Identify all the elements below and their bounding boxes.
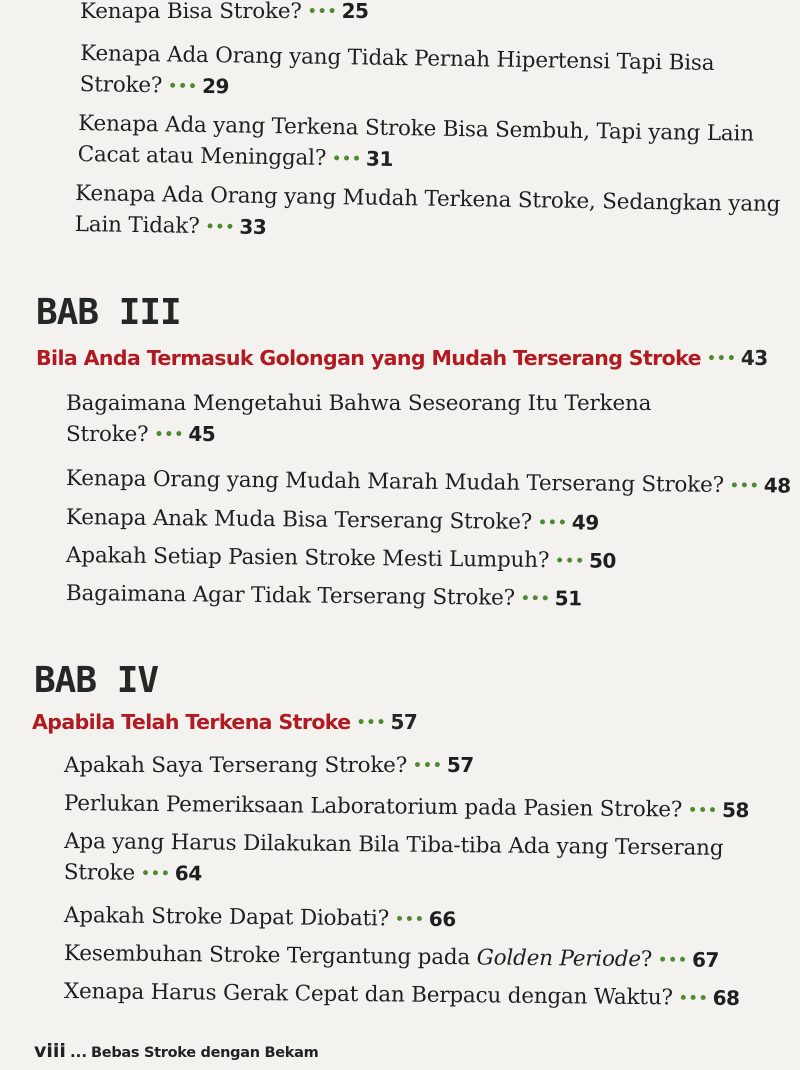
page-number: 45 [188,422,216,447]
leader-dots: ••• [168,78,199,96]
leader-dots: ••• [658,952,689,969]
page-number: 66 [428,906,456,932]
leader-dots: ••• [356,715,387,731]
leader-dots: ••• [332,151,363,168]
page-number: 31 [365,146,394,172]
page-number: 49 [571,510,599,535]
chapter-heading: BAB IV [34,660,159,701]
leader-dots: ••• [706,351,737,367]
leader-dots: ••• [520,590,551,608]
leader-dots: ••• [394,911,425,928]
leader-dots: ••• [140,865,171,883]
page-number: 48 [763,473,791,498]
toc-entry: Kenapa Anak Muda Bisa Terserang Stroke? ••• 49 [65,505,599,535]
page-footer [34,1040,318,1062]
toc-entry: Apakah Stroke Dapat Diobati? ••• 66 [63,903,456,932]
toc-entry: Xenapa Harus Gerak Cepat dan Berpacu dengan Waktu? ••• 68 [63,979,740,1011]
leader-dots: ••• [205,219,236,236]
page-number: 43 [740,346,768,370]
page-number: 64 [174,861,202,886]
page-number: 57 [390,710,418,734]
toc-entry: Kenapa Orang yang Mudah Marah Mudah Terserang Stroke? ••• 48 [65,466,791,498]
toc-entry: Perlukan Pemeriksaan Laboratorium pada Pasien Stroke? ••• 58 [63,791,750,823]
toc-entry: Kenapa Ada yang Terkena Stroke Bisa Sembuh, Tapi yang Lain Cacat atau Meninggal? ••• 31 [77,111,755,172]
leader-dots: ••• [537,514,568,532]
footer-book-title: Bebas Stroke dengan Bekam [91,1045,319,1061]
toc-entry: Kenapa Ada Orang yang Mudah Terkena Stroke, Sedangkan yang Lain Tidak? ••• 33 [74,181,781,240]
leader-dots: ••• [555,553,586,570]
chapter-subtitle: Apabila Telah Terkena Stroke ••• 57 [32,710,418,734]
page-number: 33 [239,214,267,240]
leader-dots: ••• [154,427,185,444]
toc-entry: Apa yang Harus Dilakukan Bila Tiba-tiba Ada yang Terserang Stroke ••• 64 [63,829,724,886]
leader-dots: ••• [688,802,719,819]
footer-page-number: viii [34,1040,66,1062]
page-number: 57 [446,753,474,777]
toc-entry: Bagaimana Agar Tidak Terserang Stroke? ••• 51 [65,581,582,611]
toc-entry: Kenapa Ada Orang yang Tidak Pernah Hipertensi Tapi Bisa Stroke? ••• 29 [79,41,715,99]
page-number: 58 [721,797,750,823]
page-number: 29 [201,74,230,99]
leader-dots: ••• [729,477,760,495]
page-number: 25 [341,0,369,23]
toc-entry: Apakah Setiap Pasien Stroke Mesti Lumpuh? ••• 50 [65,543,617,574]
chapter-subtitle: Bila Anda Termasuk Golongan yang Mudah Terserang Stroke ••• 43 [36,346,768,370]
page-number: 67 [691,947,720,972]
page-number: 68 [712,985,740,1011]
page-number: 50 [588,548,617,573]
toc-entry: Apakah Saya Terserang Stroke? ••• 57 [64,753,474,778]
footer-separator: ... [69,1043,88,1061]
leader-dots: ••• [678,990,709,1007]
leader-dots: ••• [307,4,338,20]
toc-entry: Kesembuhan Stroke Tergantung pada Golden Periode? ••• 67 [63,941,720,973]
leader-dots: ••• [413,758,443,774]
chapter-heading: BAB III [36,292,181,333]
page-number: 51 [554,586,582,611]
toc-entry: Kenapa Bisa Stroke? ••• 25 [80,0,369,24]
toc-entry: Bagaimana Mengetahui Bahwa Seseorang Itu Terkena Stroke? ••• 45 [66,391,652,448]
